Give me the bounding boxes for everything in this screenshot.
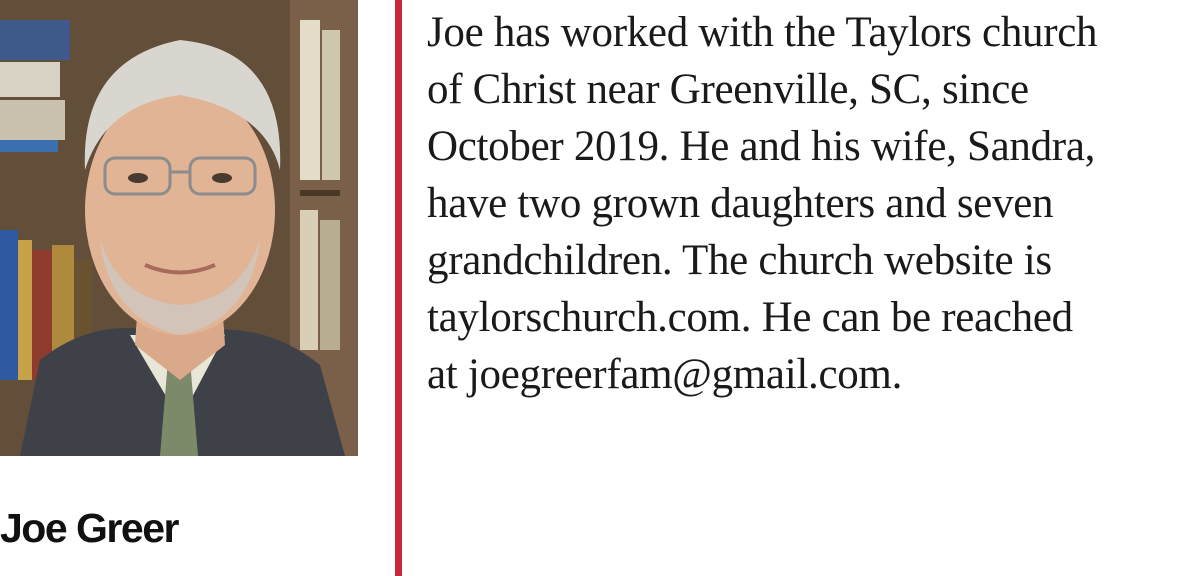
- bio-line: have two grown daughters and seven: [427, 180, 1054, 227]
- bio-paragraph: [427, 4, 1197, 403]
- bio-line: of Christ near Greenville, SC, since: [427, 66, 1029, 113]
- author-photo: [0, 0, 358, 456]
- bio-line: Joe has worked with the Taylors church: [427, 9, 1098, 56]
- bio-line: at joegreerfam@gmail.com.: [427, 351, 903, 398]
- portrait-illustration: [0, 0, 358, 456]
- bio-line: taylorschurch.com. He can be reached: [427, 294, 1073, 341]
- author-name: Joe Greer: [0, 505, 178, 551]
- bio-line: October 2019. He and his wife, Sandra,: [427, 123, 1096, 170]
- bio-line: grandchildren. The church website is: [427, 237, 1052, 284]
- divider-bar: [395, 0, 402, 576]
